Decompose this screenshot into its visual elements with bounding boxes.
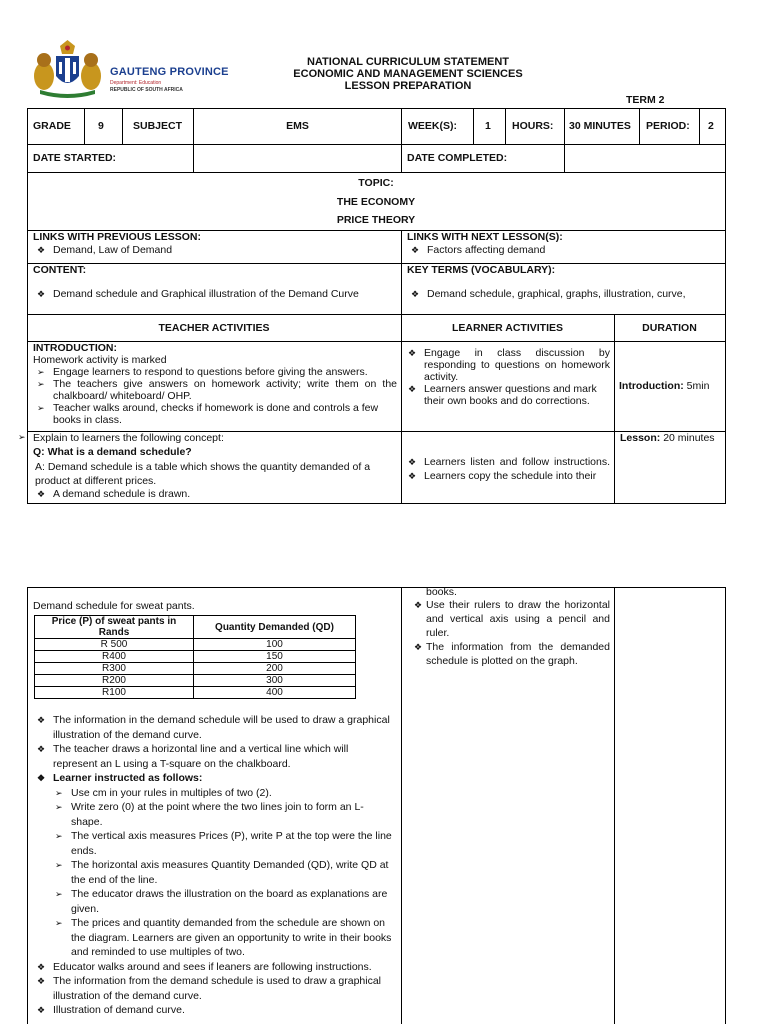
sub-list-item: ➢ The vertical axis measures Prices (P), write P at the top were the line ends. <box>55 830 392 857</box>
grade-value: 9 <box>98 120 104 132</box>
page2-teacher-cell <box>33 600 395 1018</box>
list-item: ❖ The information in the demand schedule will be used to draw a graphical illustration of the demand curve. <box>37 714 390 741</box>
links-previous-label: LINKS WITH PREVIOUS LESSON: <box>33 231 202 243</box>
weeks-value: 1 <box>485 120 491 132</box>
intro-learner-cell <box>404 347 610 407</box>
table-row: R400 150 <box>35 651 356 663</box>
date-completed-label: DATE COMPLETED: <box>407 152 508 164</box>
list-item: ❖ A demand schedule is drawn. <box>37 488 191 500</box>
intro-label: INTRODUCTION: <box>33 342 117 354</box>
intro-duration: Introduction: 5min <box>619 380 710 392</box>
heading-line-3: LESSON PREPARATION <box>344 80 472 92</box>
heading-line-2: ECONOMIC AND MANAGEMENT SCIENCES <box>293 68 523 80</box>
list-item: ❖ Engage in class discussion by responding to questions on homework activity. <box>408 347 610 383</box>
list-item: ❖ Illustration of demand curve. <box>37 1004 185 1016</box>
list-item: ➢ Teacher walks around, checks if homework is done and controls a few books in class. <box>37 402 379 426</box>
links-previous <box>33 231 398 257</box>
table-row: R 500 100 <box>35 639 356 651</box>
list-item: ❖ Demand schedule and Graphical illustration of the Demand Curve <box>37 288 359 300</box>
list-item: ➢ The teachers give answers on homework activity; write them on the chalkboard/ whiteboard/ OHP. <box>37 378 397 402</box>
duration-header: DURATION <box>642 322 697 334</box>
sub-list-item: ➢ The educator draws the illustration on the board as explanations are given. <box>55 888 388 915</box>
subject-value: EMS <box>286 120 309 132</box>
list-item: ❖ Demand schedule, graphical, graphs, illustration, curve, <box>411 288 686 300</box>
list-item: ❖ Demand, Law of Demand <box>37 244 173 256</box>
price-header: Price (P) of sweat pants in Rands <box>35 616 194 639</box>
list-item: ❖ Use their rulers to draw the horizontal and vertical axis using a pencil and ruler. <box>414 599 610 639</box>
content-cell <box>33 264 398 301</box>
list-item: ❖ The information from the demanded schedule is plotted on the graph. <box>414 641 610 667</box>
topic-label: TOPIC: <box>358 177 394 189</box>
list-item: ❖ Learners listen and follow instructions. <box>408 456 610 468</box>
grade-label: GRADE <box>33 120 71 132</box>
lesson-bullet-icon: ➢ <box>18 432 26 442</box>
table-row: R200 300 <box>35 675 356 687</box>
list-item: ➢ Engage learners to respond to questions before giving the answers. <box>37 366 368 378</box>
list-item: ❖ The teacher draws a horizontal line and a vertical line which will represent an L using a T-square on the chalkboard. <box>37 743 349 770</box>
lesson-duration: Lesson: 20 minutes <box>620 432 715 444</box>
topic-line-1: THE ECONOMY <box>336 195 416 208</box>
sub-list-item: ➢ Write zero (0) at the point where the two lines join to form an L-shape. <box>55 801 364 828</box>
page2-learner-cell <box>404 587 610 668</box>
list-item: ❖ Learner instructed as follows: <box>37 772 203 784</box>
sub-list-item: ➢ The prices and quantity demanded from the schedule are shown on the diagram. Learners are given an opportunity to write in their books and reminded to use multiples of two. <box>55 917 392 958</box>
links-next <box>407 231 722 257</box>
demand-schedule-table <box>34 615 356 699</box>
intro-line: Homework activity is marked <box>33 354 167 366</box>
table-header-row <box>35 616 356 639</box>
list-item: ❖ Learners answer questions and mark their own books and do corrections. <box>408 383 597 407</box>
schedule-title: Demand schedule for sweat pants. <box>33 600 195 612</box>
list-item: ❖ The information from the demand schedule is used to draw a graphical illustration of the demand curve. <box>37 975 382 1002</box>
list-item: ❖ Educator walks around and sees if leaners are following instructions. <box>37 960 372 973</box>
hours-label: HOURS: <box>512 120 554 132</box>
date-started-label: DATE STARTED: <box>33 152 117 164</box>
hours-value: 30 MINUTES <box>569 120 631 132</box>
lesson-answer: A: Demand schedule is a table which shows the quantity demanded of a product at different prices. <box>35 461 371 487</box>
list-item: ❖ Learners copy the schedule into their <box>408 470 597 482</box>
gauteng-logo <box>30 40 230 100</box>
sub-list-item: ➢ The horizontal axis measures Quantity Demanded (QD), write QD at the end of the line. <box>55 859 389 886</box>
key-terms-cell <box>407 264 722 301</box>
learner-cont: books. <box>426 586 457 598</box>
coat-of-arms-icon <box>30 40 105 98</box>
lesson-explain: Explain to learners the following concept: <box>33 432 224 444</box>
key-terms-label: KEY TERMS (VOCABULARY): <box>407 264 556 276</box>
lesson-teacher-cell <box>33 432 395 501</box>
province-name: GAUTENG PROVINCE <box>110 66 229 78</box>
lesson-learner-cell <box>404 455 610 483</box>
weeks-label: WEEK(S): <box>408 120 457 132</box>
period-value: 2 <box>708 120 714 132</box>
subject-label: SUBJECT <box>133 120 183 132</box>
table-row: R100 400 <box>35 687 356 699</box>
intro-teacher-cell <box>33 342 397 426</box>
quantity-header: Quantity Demanded (QD) <box>194 616 356 639</box>
country-name: REPUBLIC OF SOUTH AFRICA <box>110 87 183 93</box>
department-name: Department: Education <box>110 80 162 86</box>
content-label: CONTENT: <box>33 264 87 276</box>
teacher-activities-header: TEACHER ACTIVITIES <box>158 322 270 334</box>
list-item: ❖ Factors affecting demand <box>411 244 546 256</box>
topic-block <box>27 174 725 230</box>
sub-list-item: ➢ Use cm in your rules in multiples of two (2). <box>55 786 272 799</box>
term-label: TERM 2 <box>626 94 665 106</box>
lesson-question: Q: What is a demand schedule? <box>33 446 192 458</box>
period-label: PERIOD: <box>646 120 690 132</box>
topic-line-2: PRICE THEORY <box>336 214 416 226</box>
heading-line-1: NATIONAL CURRICULUM STATEMENT <box>306 56 510 68</box>
doc-heading <box>258 56 558 92</box>
table-row: R300 200 <box>35 663 356 675</box>
links-next-label: LINKS WITH NEXT LESSON(S): <box>407 231 563 243</box>
learner-activities-header: LEARNER ACTIVITIES <box>451 322 564 334</box>
